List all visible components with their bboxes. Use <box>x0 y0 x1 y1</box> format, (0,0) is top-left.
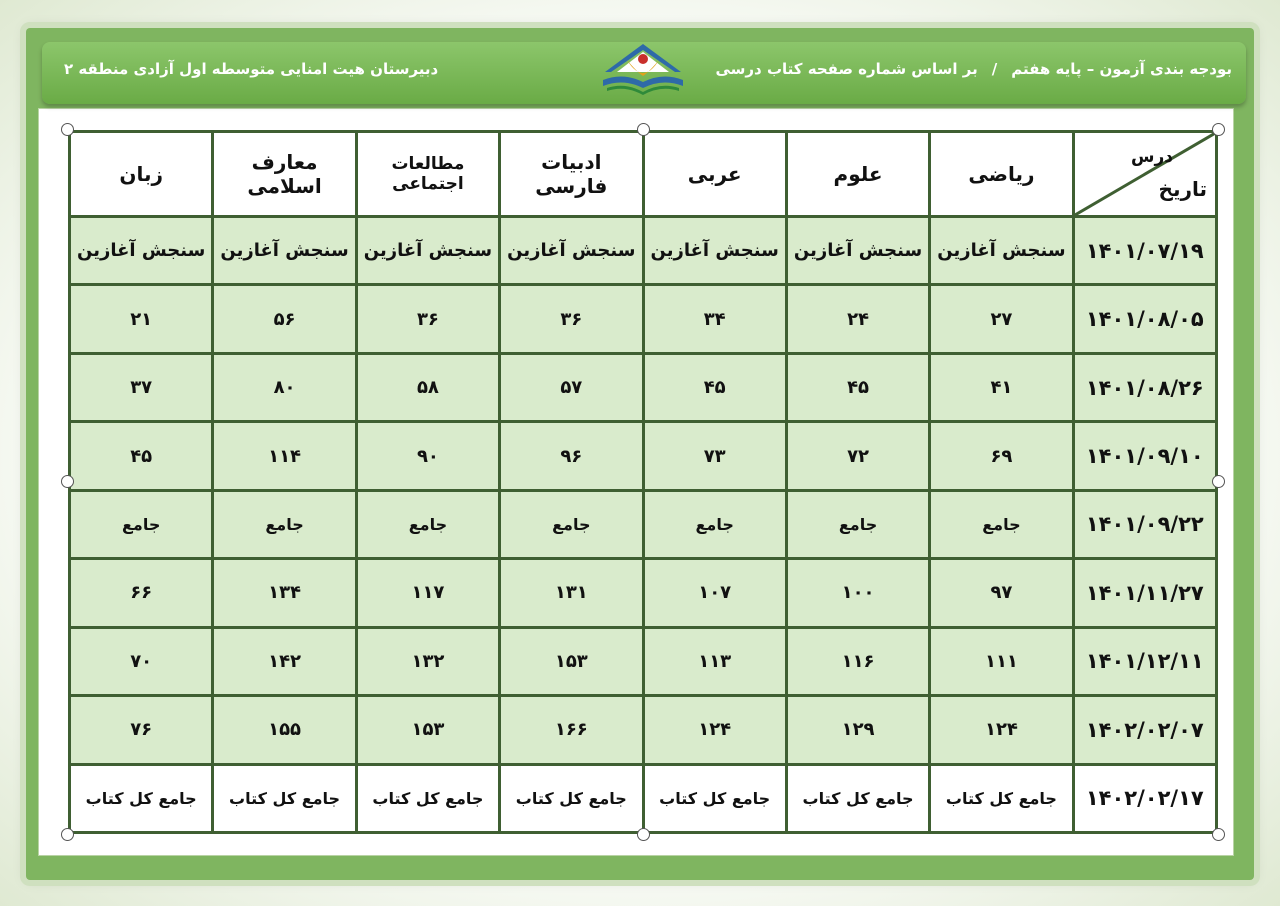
school-book-logo-icon <box>597 42 689 100</box>
header-title <box>715 60 1232 78</box>
page-range-cell: ۱۶۶ <box>500 696 643 764</box>
page-range-cell: سنجش آغازین <box>643 217 786 285</box>
column-header: عربی <box>643 132 786 217</box>
page-range-cell: ۳۴ <box>643 285 786 353</box>
header-bar <box>42 42 1246 104</box>
page-range-cell: ۱۵۵ <box>213 696 356 764</box>
date-cell: ۱۴۰۲/۰۲/۱۷ <box>1073 764 1216 833</box>
corner-diagonal <box>1075 133 1215 215</box>
page-range-cell: ۱۰۰ <box>786 559 929 627</box>
page-range-cell: ۴۱ <box>930 353 1073 421</box>
page-range-cell: ۱۳۴ <box>213 559 356 627</box>
table-row <box>70 353 1217 421</box>
page-range-cell: ۱۵۳ <box>356 696 499 764</box>
header-title-text: بودجه بندی آزمون – پایه هفتم <box>1011 60 1232 78</box>
page-range-cell: جامع کل کتاب <box>643 764 786 833</box>
resize-handle-top-left[interactable] <box>61 123 74 136</box>
table-header-row <box>70 132 1217 217</box>
resize-handle-bottom-right[interactable] <box>1212 828 1225 841</box>
page-range-cell: ۷۳ <box>643 422 786 490</box>
page-range-cell: ۱۵۳ <box>500 627 643 695</box>
page-range-cell: ۱۱۳ <box>643 627 786 695</box>
page-range-cell: ۱۱۷ <box>356 559 499 627</box>
table-row <box>70 764 1217 833</box>
column-header: مطالعات اجتماعی <box>356 132 499 217</box>
page-range-cell: ۵۸ <box>356 353 499 421</box>
column-header: علوم <box>786 132 929 217</box>
page-range-cell: جامع کل کتاب <box>786 764 929 833</box>
date-cell: ۱۴۰۱/۰۹/۱۰ <box>1073 422 1216 490</box>
header-subtitle: بر اساس شماره صفحه کتاب درسی <box>715 60 978 78</box>
page-range-cell: ۴۵ <box>643 353 786 421</box>
page-range-cell: ۵۶ <box>213 285 356 353</box>
date-cell: ۱۴۰۱/۰۸/۲۶ <box>1073 353 1216 421</box>
school-name: دبیرستان هیت امنایی متوسطه اول آزادی منطقه ۲ <box>64 60 439 78</box>
page-range-cell: جامع <box>213 490 356 558</box>
page-range-cell: ۲۴ <box>786 285 929 353</box>
page-range-cell: ۳۶ <box>356 285 499 353</box>
page-range-cell: ۱۲۴ <box>643 696 786 764</box>
date-cell: ۱۴۰۱/۱۱/۲۷ <box>1073 559 1216 627</box>
page-range-cell: جامع <box>930 490 1073 558</box>
date-cell: ۱۴۰۱/۱۲/۱۱ <box>1073 627 1216 695</box>
page-range-cell: ۱۱۶ <box>786 627 929 695</box>
page-range-cell: ۱۱۴ <box>213 422 356 490</box>
page-range-cell: ۲۱ <box>70 285 213 353</box>
page-range-cell: ۱۲۴ <box>930 696 1073 764</box>
page-range-cell: ۴۵ <box>70 422 213 490</box>
corner-cell <box>1073 132 1216 217</box>
page-range-cell: ۳۶ <box>500 285 643 353</box>
page-range-cell: ۶۶ <box>70 559 213 627</box>
page-range-cell: ۲۷ <box>930 285 1073 353</box>
page-range-cell: جامع <box>786 490 929 558</box>
date-cell: ۱۴۰۲/۰۲/۰۷ <box>1073 696 1216 764</box>
column-header: زبان <box>70 132 213 217</box>
page-range-cell: ۹۷ <box>930 559 1073 627</box>
column-header: معارف اسلامی <box>213 132 356 217</box>
page-range-cell: جامع <box>643 490 786 558</box>
page-range-cell: ۱۳۱ <box>500 559 643 627</box>
exam-schedule-table <box>68 130 1218 834</box>
table-row <box>70 490 1217 558</box>
page-range-cell: ۷۰ <box>70 627 213 695</box>
table-row <box>70 422 1217 490</box>
page-range-cell: سنجش آغازین <box>930 217 1073 285</box>
table-row <box>70 217 1217 285</box>
page-range-cell: ۱۰۷ <box>643 559 786 627</box>
page-range-cell: ۱۴۲ <box>213 627 356 695</box>
corner-date-label: تاریخ <box>1158 177 1207 201</box>
table-row <box>70 285 1217 353</box>
page-range-cell: جامع کل کتاب <box>213 764 356 833</box>
page-range-cell: ۵۷ <box>500 353 643 421</box>
page-range-cell: ۴۵ <box>786 353 929 421</box>
resize-handle-bottom-middle[interactable] <box>637 828 650 841</box>
page-range-cell: جامع کل کتاب <box>930 764 1073 833</box>
date-cell: ۱۴۰۱/۰۷/۱۹ <box>1073 217 1216 285</box>
column-header: ادبیات فارسی <box>500 132 643 217</box>
page-range-cell: سنجش آغازین <box>500 217 643 285</box>
schedule-table-wrapper <box>68 130 1218 834</box>
page-range-cell: ۷۲ <box>786 422 929 490</box>
page-range-cell: سنجش آغازین <box>70 217 213 285</box>
page-range-cell: جامع <box>356 490 499 558</box>
page-range-cell: جامع کل کتاب <box>70 764 213 833</box>
resize-handle-top-middle[interactable] <box>637 123 650 136</box>
page-range-cell: ۱۲۹ <box>786 696 929 764</box>
page-range-cell: ۱۳۲ <box>356 627 499 695</box>
date-cell: ۱۴۰۱/۰۸/۰۵ <box>1073 285 1216 353</box>
corner-subject-label: درس <box>1131 147 1173 167</box>
resize-handle-bottom-left[interactable] <box>61 828 74 841</box>
page-range-cell: سنجش آغازین <box>356 217 499 285</box>
page-range-cell: سنجش آغازین <box>786 217 929 285</box>
table-row <box>70 559 1217 627</box>
table-row <box>70 627 1217 695</box>
page-range-cell: جامع کل کتاب <box>500 764 643 833</box>
page-range-cell: ۸۰ <box>213 353 356 421</box>
page-range-cell: ۷۶ <box>70 696 213 764</box>
page-range-cell: جامع <box>70 490 213 558</box>
page-range-cell: ۹۶ <box>500 422 643 490</box>
header-separator: / <box>991 60 998 78</box>
resize-handle-top-right[interactable] <box>1212 123 1225 136</box>
page-range-cell: جامع کل کتاب <box>356 764 499 833</box>
resize-handle-middle-left[interactable] <box>61 475 74 488</box>
page-range-cell: ۳۷ <box>70 353 213 421</box>
page-range-cell: ۹۰ <box>356 422 499 490</box>
page-range-cell: ۶۹ <box>930 422 1073 490</box>
resize-handle-middle-right[interactable] <box>1212 475 1225 488</box>
page-range-cell: جامع <box>500 490 643 558</box>
column-header: ریاضی <box>930 132 1073 217</box>
date-cell: ۱۴۰۱/۰۹/۲۲ <box>1073 490 1216 558</box>
table-row <box>70 696 1217 764</box>
page-range-cell: سنجش آغازین <box>213 217 356 285</box>
page-range-cell: ۱۱۱ <box>930 627 1073 695</box>
